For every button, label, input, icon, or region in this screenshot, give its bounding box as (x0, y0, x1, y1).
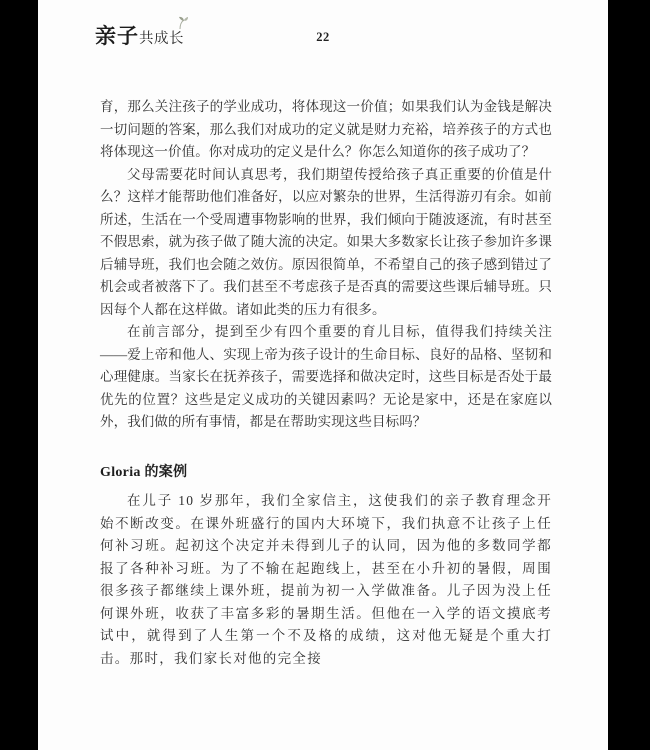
logo-primary-text: 亲子 (95, 24, 139, 48)
body-text (100, 96, 552, 670)
body-paragraph: 在前言部分，提到至少有四个重要的育儿目标，值得我们持续关注 ——爱上帝和他人、实现上帝为孩子设计的生命目标、良好的品格、坚韧和心理健康。当家长在抚养孩子，需要选择和做决定时，这些目标是否处于最优先的位置？这些是定义成功的关键因素吗？无论是家中，还是在家庭以外，我们做的所有事情，都是在帮助实现这些目标吗？ (100, 324, 552, 429)
section-heading: Gloria 的案例 (100, 464, 188, 480)
logo-secondary-text: 共成长 (139, 27, 184, 48)
body-paragraph: 育，那么关注孩子的学业成功，将体现这一价值；如果我们认为金钱是解决一切问题的答案，那么我们对成功的定义就是财力充裕，培养孩子的方式也将体现这一价值。你对成功的定义是什么？你怎么知道你的孩子成功了？ (100, 99, 552, 159)
book-page (38, 0, 608, 750)
body-paragraph: 父母需要花时间认真思考，我们期望传授给孩子真正重要的价值是什么？这样才能帮助他们准备好，以应对繁杂的世界，生活得游刃有余。如前所述，生活在一个受周遭事物影响的世界，我们倾向于随波逐流，有时甚至不假思索，就为孩子做了随大流的决定。如果大多数家长让孩子参加许多课后辅导班，我们也会随之效仿。原因很简单，不希望自己的孩子感到错过了机会或者被落下了。我们甚至不考虑孩子是否真的需要这些课后辅导班。只因每个人都在这样做。诸如此类的压力有很多。 (100, 166, 552, 317)
page-header (38, 0, 608, 60)
sprout-icon (172, 16, 188, 30)
page-number: 22 (316, 30, 330, 44)
case-paragraph: 在儿子 10 岁那年，我们全家信主，这使我们的亲子教育理念开始不断改变。在课外班盛行的国内大环境下，我们执意不让孩子上任何补习班。起初这个决定并未得到儿子的认同，因为他的多数同学都报了各种补习班。为了不输在起跑线上，甚至在小升初的暑假，周围很多孩子都继续上课外班，提前为初一入学做准备。儿子因为没上任何课外班，收获了丰富多彩的暑期生活。但他在一入学的语文摸底考试中，就得到了人生第一个不及格的成绩，这对他无疑是个重大打击。那时，我们家长对他的完全接 (100, 493, 552, 666)
